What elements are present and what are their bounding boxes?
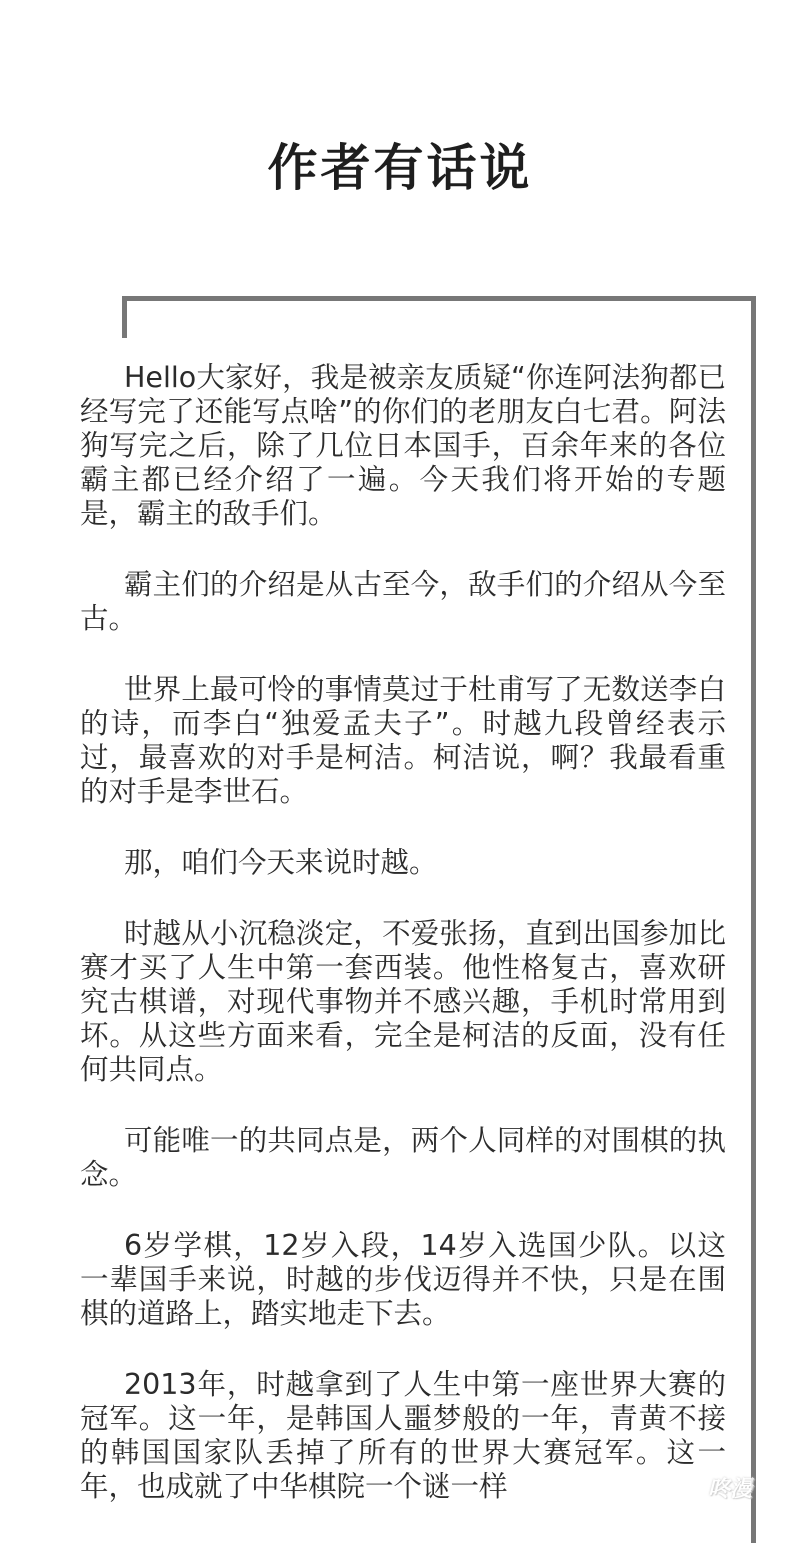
article-body <box>80 361 726 1541</box>
frame-left-border <box>122 296 127 338</box>
page-title: 作者有话说 <box>267 138 533 197</box>
paragraph-7: 6岁学棋，12岁入段，14岁入选国少队。以这一辈国手来说，时越的步伐迈得并不快，只是在围棋的道路上，踏实地走下去。 <box>80 1229 726 1330</box>
paragraph-3: 世界上最可怜的事情莫过于杜甫写了无数送李白的诗，而李白“独爱孟夫子”。时越九段曾经表示过，最喜欢的对手是柯洁。柯洁说，啊？我最看重的对手是李世石。 <box>80 673 726 808</box>
paragraph-4: 那，咱们今天来说时越。 <box>124 846 438 879</box>
paragraph-2: 霸主们的介绍是从古至今，敌手们的介绍从今至古。 <box>80 568 726 635</box>
frame-right-border <box>751 296 756 1543</box>
paragraph-5: 时越从小沉稳淡定，不爱张扬，直到出国参加比赛才买了人生中第一套西装。他性格复古，喜欢研究古棋谱，对现代事物并不感兴趣，手机时常用到坏。从这些方面来看，完全是柯洁的反面，没有任何共同点。 <box>80 917 726 1086</box>
paragraph-1: Hello大家好，我是被亲友质疑“你连阿法狗都已经写完了还能写点啥”的你们的老朋友白七君。阿法狗写完之后，除了几位日本国手，百余年来的各位霸主都已经介绍了一遍。今天我们将开始的专题是，霸主的敌手们。 <box>80 361 726 530</box>
watermark-logo: 咚漫 <box>707 1477 752 1502</box>
frame-top-border <box>122 296 756 301</box>
paragraph-6: 可能唯一的共同点是，两个人同样的对围棋的执念。 <box>80 1124 726 1191</box>
paragraph-8: 2013年，时越拿到了人生中第一座世界大赛的冠军。这一年，是韩国人噩梦般的一年，青黄不接的韩国国家队丢掉了所有的世界大赛冠军。这一年，也成就了中华棋院一个谜一样 <box>80 1368 726 1503</box>
